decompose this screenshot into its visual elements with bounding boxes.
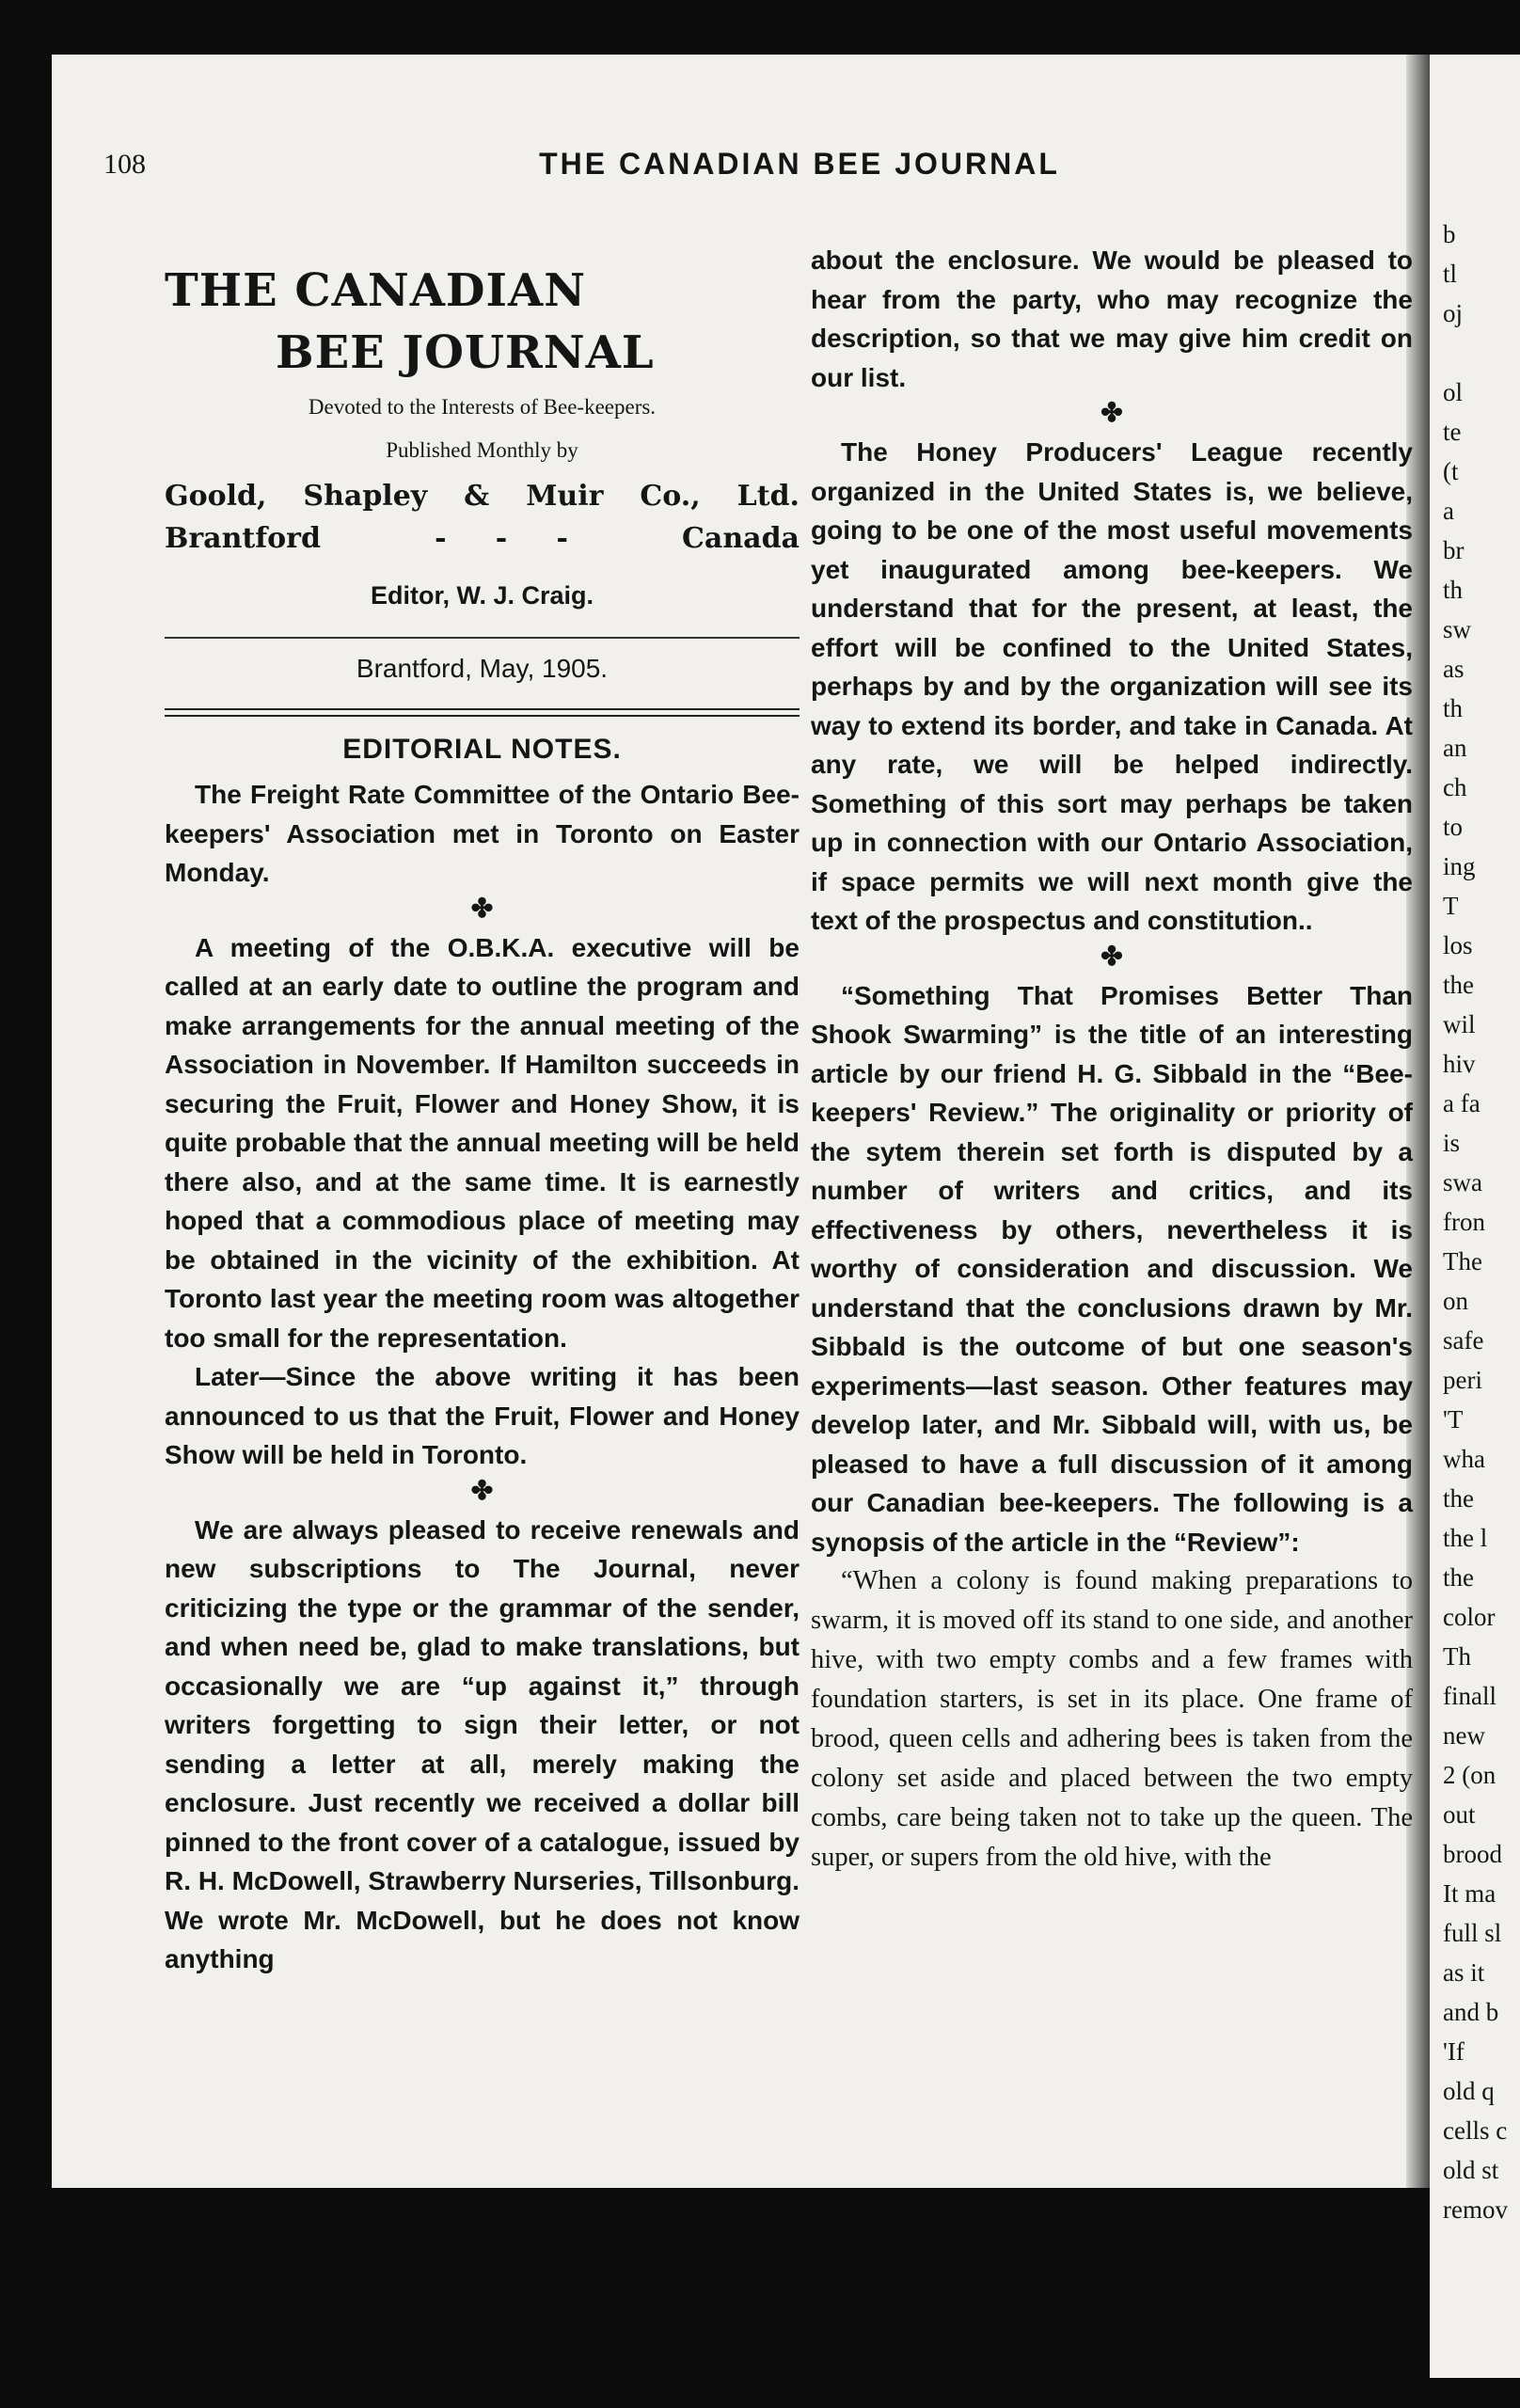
next-page-fragment: 2 (on [1443, 1761, 1496, 1789]
next-page-fragment: on [1443, 1287, 1468, 1315]
next-page-fragment: and b [1443, 1998, 1499, 2026]
paragraph: “Something That Promises Better Than Shook Swarming” is the title of an interesting article by our friend H. G. Sibbald in the “Bee-keepers' Review.” The originality or priority of the sytem therein set forth is disputed by a number of writers and critics, and its effectiveness by others, nevertheless it is worthy of consideration and discussion. We understand that the conclusions drawn by Mr. Sibbald is the outcome of but one season's experiments—last season. Other features may develop later, and Mr. Sibbald will, with us, be pleased to have a full discussion of it among our Canadian bee-keepers. The following is a synopsis of the article in the “Review”: [811, 980, 1413, 1557]
quoted-paragraph: “When a colony is found making preparations to swarm, it is moved off its stand to one side, and another hive, with two empty combs and a few frames with foundation starters, is set in its place. One frame of brood, queen cells and adhering bees is taken from the colony set aside and placed between the two empty combs, care being taken not to take up the queen. The super, or supers from the old hive, with the [811, 1566, 1413, 1872]
next-page-fragment: fron [1443, 1208, 1485, 1236]
next-page-fragment: new [1443, 1721, 1485, 1750]
paragraph: We are always pleased to receive renewals and new subscriptions to The Journal, never criticizing the type or the grammar of the sender, and when need be, glad to make translations, but occasionally we are “up against it,” through writers forgetting to sign their letter, or not sending a letter at all, merely making the enclosure. Just recently we received a dollar bill pinned to the front cover of a catalogue, issued by R. H. McDowell, Strawberry Nurseries, Tillsonburg. We wrote Mr. McDowell, but he does not know anything [165, 1514, 800, 1973]
next-page-fragment: 'If [1443, 2037, 1465, 2066]
next-page-fragment: out [1443, 1800, 1476, 1829]
page-number: 108 [103, 149, 146, 180]
next-page-fragment: The [1443, 1247, 1482, 1275]
section-title: EDITORIAL NOTES. [342, 734, 622, 765]
next-page-fragment: the l [1443, 1524, 1488, 1552]
next-page-fragment: te [1443, 418, 1462, 446]
next-page-fragment: a fa [1443, 1089, 1480, 1117]
running-head: THE CANADIAN BEE JOURNAL [539, 147, 1060, 181]
next-page-fragment [1430, 333, 1520, 372]
next-page-fragment: the [1443, 1563, 1474, 1592]
next-page-fragment: wil [1443, 1010, 1476, 1038]
fleuron-separator: ✤ [470, 1475, 494, 1505]
next-page-fragment: sw [1443, 615, 1472, 643]
next-page-fragment: finall [1443, 1682, 1496, 1710]
next-page-fragment: ch [1443, 773, 1467, 801]
masthead-company: Goold, Shapley & Muir Co., Ltd. [165, 480, 800, 513]
masthead-dashes: - - - [435, 522, 568, 555]
masthead-title-line2: BEE JOURNAL [276, 326, 655, 379]
next-page-fragment: as [1443, 655, 1465, 683]
masthead-title-line1: THE CANADIAN [165, 264, 587, 317]
next-page-fragment: a [1443, 497, 1454, 525]
next-page-fragment: Th [1443, 1642, 1471, 1671]
next-page-fragment: color [1443, 1603, 1496, 1631]
paragraph: Later—Since the above writing it has been announced to us that the Fruit, Flower and Honey Show will be held in Toronto. [165, 1362, 800, 1469]
next-page-fragment: as it [1443, 1958, 1485, 1987]
next-page-fragment: peri [1443, 1366, 1482, 1394]
next-page-fragment: th [1443, 694, 1464, 722]
next-page-fragment: ol [1443, 378, 1464, 406]
fleuron-separator: ✤ [1100, 941, 1123, 971]
next-page-fragment: full sl [1443, 1919, 1502, 1947]
fleuron-separator: ✤ [1100, 398, 1123, 427]
next-page-fragment: an [1443, 734, 1467, 762]
next-page-fragment: th [1443, 576, 1464, 604]
next-page-fragment: to [1443, 813, 1464, 841]
next-page-fragment: old q [1443, 2077, 1495, 2105]
next-page-fragment: T [1443, 892, 1459, 920]
masthead-tagline: Devoted to the Interests of Bee-keepers. [308, 395, 657, 419]
masthead-published: Published Monthly by [386, 438, 578, 462]
next-page-fragment: brood [1443, 1840, 1502, 1868]
double-divider [165, 708, 800, 717]
next-page-edge [1430, 55, 1520, 2378]
masthead-city: Brantford [165, 522, 321, 555]
next-page-fragment: cells c [1443, 2116, 1508, 2145]
masthead-place [165, 522, 800, 555]
paragraph: The Freight Rate Committee of the Ontario Bee-keepers' Association met in Toronto on Easter Monday. [165, 780, 800, 887]
next-page-fragment: old st [1443, 2156, 1499, 2184]
masthead-editor: Editor, W. J. Craig. [370, 581, 594, 610]
next-page-fragment: br [1443, 536, 1465, 564]
next-page-fragment: is [1443, 1129, 1461, 1157]
next-page-fragment: safe [1443, 1326, 1484, 1354]
next-page-fragment: wha [1443, 1445, 1485, 1473]
masthead-country: Canada [682, 522, 800, 555]
left-column [165, 254, 800, 1979]
next-page-fragment: swa [1443, 1168, 1482, 1196]
paragraph: The Honey Producers' League recently organized in the United States is, we believe, going to be one of the most useful movements yet inaugurated among bee-keepers. We understand that for the present, at least, the effort will be confined to the United States, perhaps by and by the organization will see its way to extend its border, and take in Canada. At any rate, we will be helped indirectly. Something of this sort may perhaps be taken up in connection with our Ontario Association, if space permits we will next month give the text of the prospectus and constitution.. [811, 437, 1413, 935]
next-page-fragment: hiv [1443, 1050, 1476, 1078]
next-page-fragment: tl [1443, 260, 1458, 288]
next-page-fragment: los [1443, 931, 1473, 959]
next-page-fragment: ing [1443, 852, 1476, 880]
fleuron-separator: ✤ [470, 893, 494, 923]
next-page-fragment: remov [1443, 2195, 1508, 2224]
next-page-fragment: It ma [1443, 1879, 1496, 1908]
paragraph: about the enclosure. We would be pleased to hear from the party, who may recognize the description, so that we may give him credit on our list. [811, 246, 1413, 392]
next-page-fragment: 'T [1443, 1405, 1464, 1434]
divider [165, 637, 800, 639]
next-page-fragment: oj [1443, 299, 1464, 327]
masthead [165, 265, 800, 610]
paragraph: A meeting of the O.B.K.A. executive will be called at an early date to outline the program and make arrangements for the annual meeting of the Association in November. If Hamilton succeeds in securing the Fruit, Flower and Honey Show, it is quite probable that the annual meeting will be held there also, and at the same time. It is earnestly hoped that a commodious place of meeting may be obtained in the vicinity of the exhibition. At Toronto last year the meeting room was altogether too small for the representation. [165, 932, 800, 1353]
next-page-fragment: the [1443, 1484, 1474, 1513]
right-column [811, 241, 1413, 1877]
next-page-fragment: the [1443, 971, 1474, 999]
next-page-fragment: b [1443, 220, 1456, 248]
next-page-fragment: (t [1443, 457, 1459, 485]
dateline: Brantford, May, 1905. [356, 654, 609, 683]
